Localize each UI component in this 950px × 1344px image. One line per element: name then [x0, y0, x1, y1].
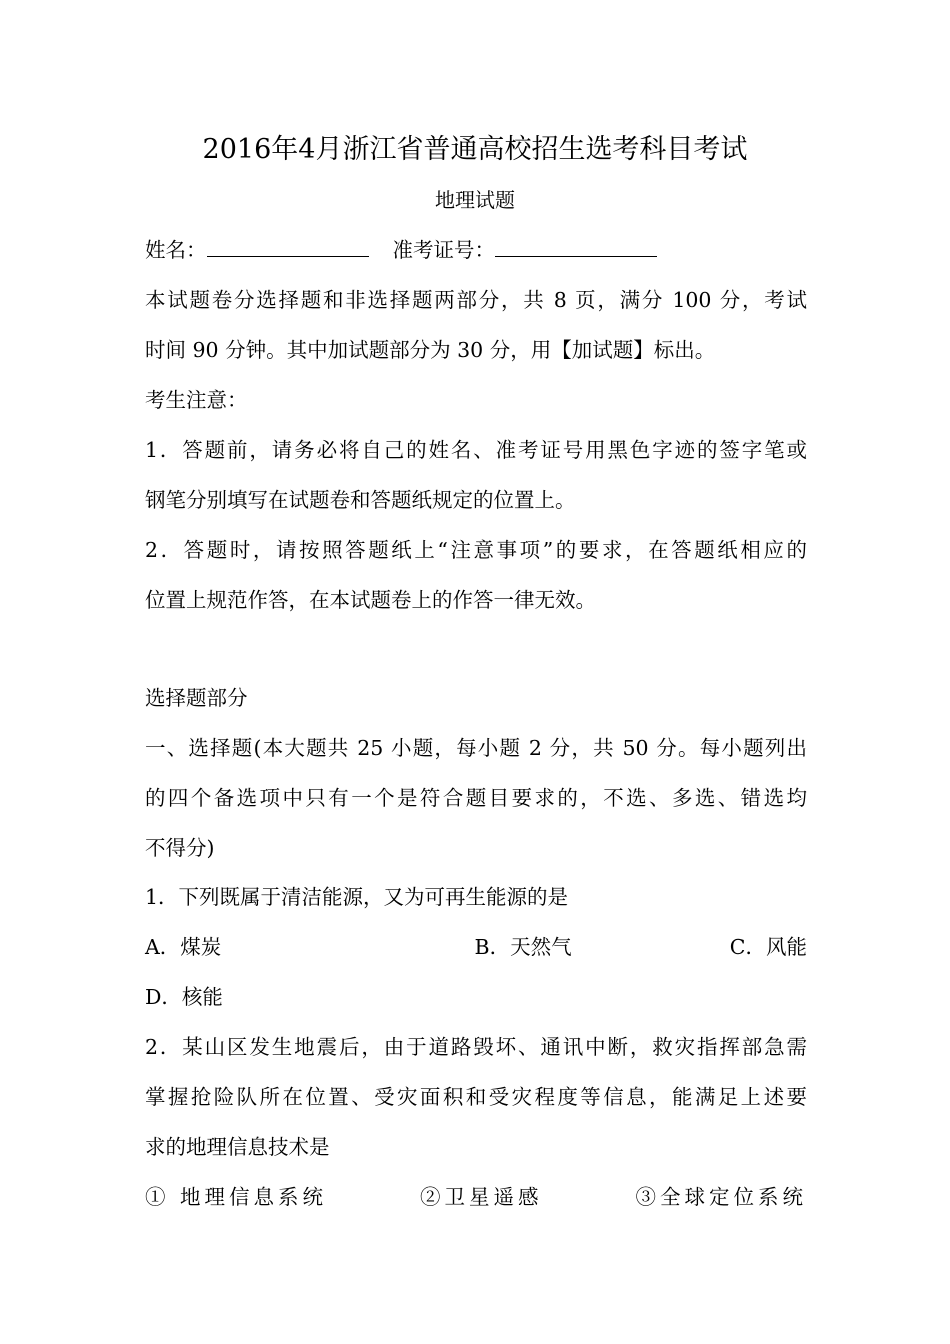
question-2-stem-line-1: 2．某山区发生地震后，由于道路毁坏、通讯中断，救灾指挥部急需 — [145, 1035, 807, 1059]
section-instruction-line-2: 的四个备选项中只有一个是符合题目要求的，不选、多选、错选均 — [145, 786, 807, 810]
question-2-option-2: ②卫星遥感 — [420, 1185, 543, 1209]
question-2-option-1: ① 地理信息系统 — [145, 1185, 328, 1209]
exam-number-blank — [495, 236, 657, 257]
notice-item-1-line-2: 钢笔分别填写在试题卷和答题纸规定的位置上。 — [145, 488, 576, 512]
intro-line-2: 时间 90 分钟。其中加试题部分为 30 分，用【加试题】标出。 — [145, 338, 716, 362]
intro-line-1: 本试题卷分选择题和非选择题两部分，共 8 页，满分 100 分，考试 — [145, 288, 807, 312]
question-1-option-c: C．风能 — [729, 935, 807, 959]
candidate-fields — [145, 235, 807, 265]
question-1-option-d: D．核能 — [145, 985, 223, 1009]
question-1-option-a: A．煤炭 — [145, 935, 222, 959]
question-1-options-row — [145, 932, 807, 962]
question-2-stem-line-3: 求的地理信息技术是 — [145, 1135, 330, 1159]
notice-item-1-line-1: 1．答题前，请务必将自己的姓名、准考证号用黑色字迹的签字笔或 — [145, 438, 807, 462]
notice-item-2-line-1: 2．答题时，请按照答题纸上“注意事项”的要求，在答题纸相应的 — [145, 538, 807, 562]
name-blank — [207, 236, 369, 257]
notice-heading: 考生注意： — [145, 388, 248, 412]
page-title: 2016年4月浙江省普通高校招生选考科目考试 — [202, 134, 748, 165]
section-heading: 选择题部分 — [145, 686, 248, 710]
question-2-stem-line-2: 掌握抢险队所在位置、受灾面积和受灾程度等信息，能满足上述要 — [145, 1085, 807, 1109]
section-instruction-line-1: 一、选择题(本大题共 25 小题，每小题 2 分，共 50 分。每小题列出 — [145, 736, 807, 760]
question-1-option-b: B．天然气 — [474, 935, 572, 959]
notice-item-2-line-2: 位置上规范作答，在本试题卷上的作答一律无效。 — [145, 588, 596, 612]
section-instruction-line-3: 不得分) — [145, 836, 215, 860]
question-1-stem: 1．下列既属于清洁能源，又为可再生能源的是 — [145, 885, 569, 909]
question-2-options-row — [145, 1182, 807, 1212]
exam-number-label: 准考证号： — [392, 238, 495, 262]
page-subtitle: 地理试题 — [435, 188, 515, 212]
name-label: 姓名： — [145, 238, 207, 262]
question-2-option-3: ③全球定位系统 — [635, 1185, 807, 1209]
